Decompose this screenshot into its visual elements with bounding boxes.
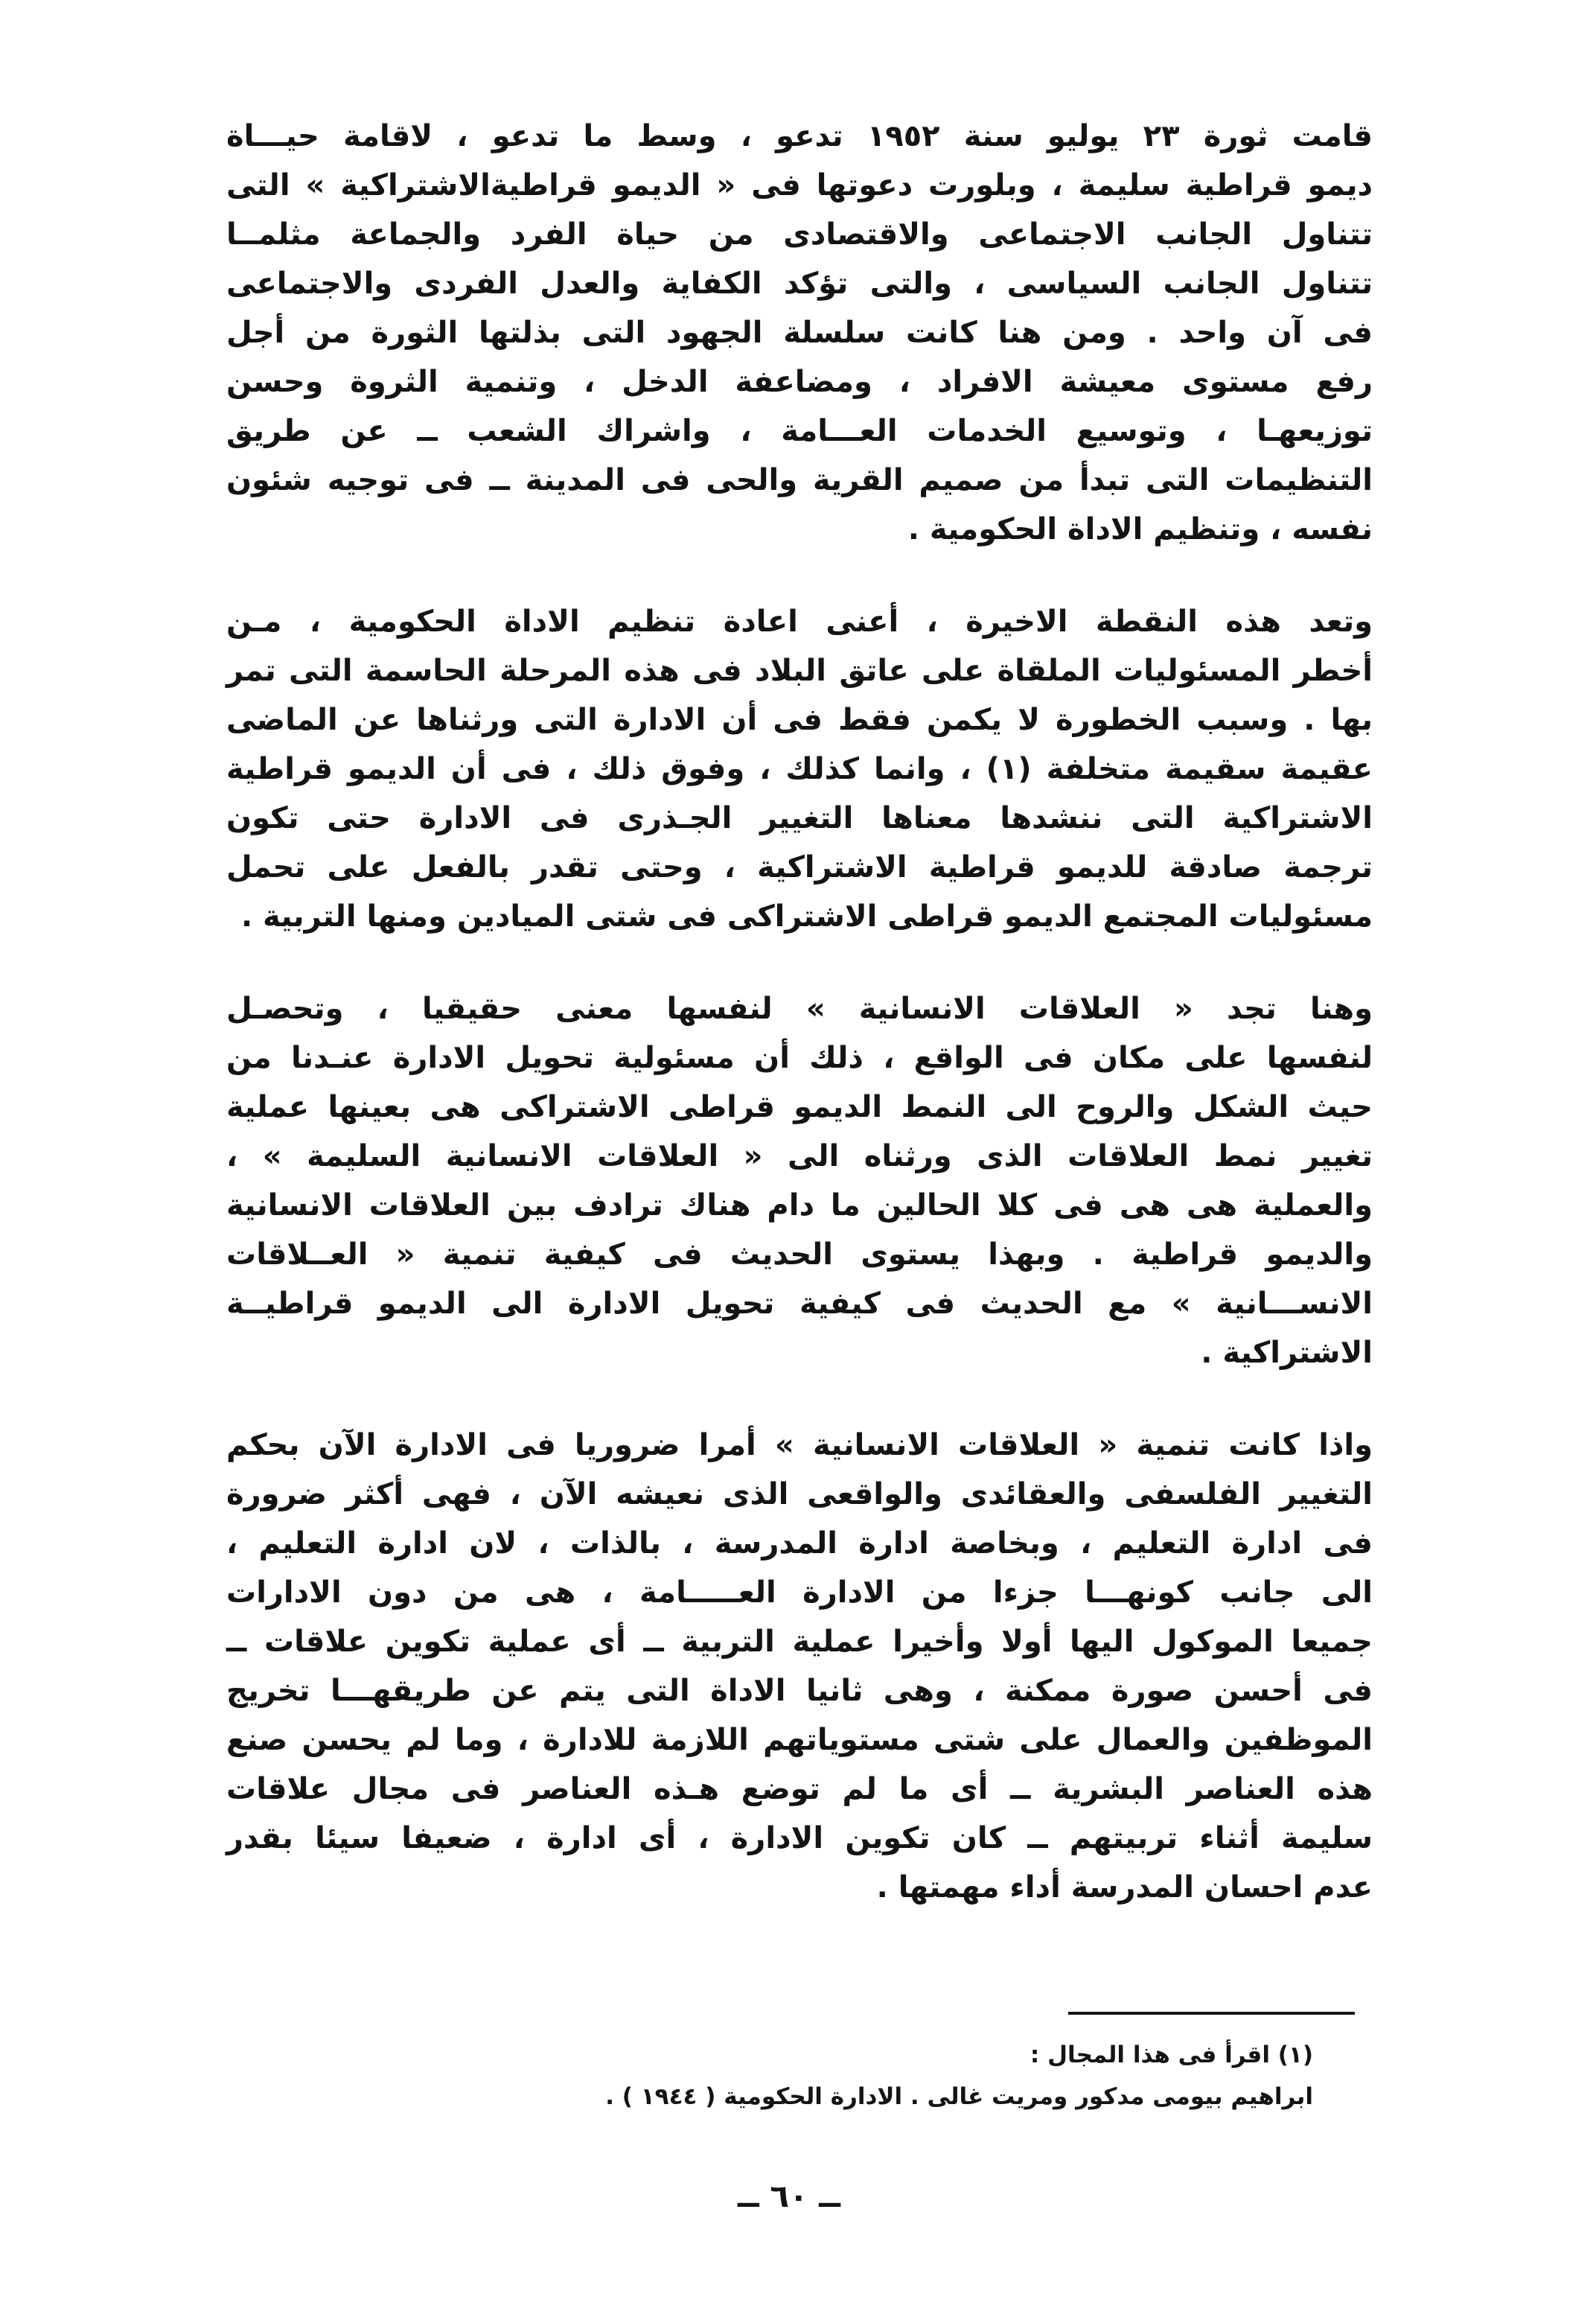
paragraph-line: والعملية هى هى فى كلا الحالين ما دام هناك ترادف بين العلاقات الانسانية [226, 1188, 1373, 1223]
footnotes [271, 2034, 1313, 2117]
paragraph-line: الانســـانية » مع الحديث فى كيفية تحويل الادارة الى الديمو قراطيــة [226, 1287, 1373, 1321]
paragraph-line: بها . وسبب الخطورة لا يكمن فقط فى أن الادارة التى ورثناها عن الماضى [226, 703, 1373, 737]
paragraph-line: توزيعهـا ، وتوسيع الخدمات العـــامة ، واشراك الشعب ــ عن طريق [226, 414, 1373, 448]
paragraph-line: فى أحسن صورة ممكنة ، وهى ثانيا الاداة التى يتم عن طريقهـــا تخريج [226, 1674, 1373, 1708]
paragraph-3 [226, 984, 1373, 1377]
paragraph-line: ديمو قراطية سليمة ، وبلورت دعوتها فى « الديمو قراطيةالاشتراكية » التى [226, 168, 1373, 203]
paragraph-line: حيث الشكل والروح الى النمط الديمو قراطى الاشتراكى هى بعينها عملية [226, 1090, 1373, 1124]
paragraph-line: لنفسها على مكان فى الواقع ، ذلك أن مسئولية تحويل الادارة عنـدنا من [226, 1041, 1373, 1075]
paragraph-line: تغيير نمط العلاقات الذى ورثناه الى « العلاقات الانسانية السليمة » ، [226, 1139, 1373, 1173]
paragraph-line: الى جانب كونهـــا جزءا من الادارة العـــــامة ، هى من دون الادارات [226, 1575, 1373, 1610]
paragraph-4 [226, 1421, 1373, 1912]
paragraph-line: ترجمة صادقة للديمو قراطية الاشتراكية ، وحتى تقدر بالفعل على تحمل [226, 850, 1373, 885]
paragraph-1 [226, 112, 1373, 554]
paragraph-line: وهنا تجد « العلاقات الانسانية » لنفسها معنى حقيقيا ، وتحصـل [226, 992, 1373, 1026]
paragraph-line: مسئوليات المجتمع الديمو قراطى الاشتراكى فى شتى الميادين ومنها التربية . [240, 899, 1373, 934]
paragraph-line: رفع مستوى معيشة الافراد ، ومضاعفة الدخل ، وتنمية الثروة وحسن [226, 365, 1373, 399]
paragraph-line: واذا كانت تنمية « العلاقات الانسانية » أمرا ضروريا فى الادارة الآن بحكم [226, 1428, 1373, 1462]
paragraph-line: التغيير الفلسفى والعقائدى والواقعى الذى نعيشه الآن ، فهى أكثر ضرورة [226, 1477, 1373, 1511]
paragraph-line: عقيمة سقيمة متخلفة (١) ، وانما كذلك ، وفوق ذلك ، فى أن الديمو قراطية [226, 752, 1373, 786]
paragraph-line: فى ادارة التعليم ، وبخاصة ادارة المدرسة ، بالذات ، لان ادارة التعليم ، [226, 1526, 1373, 1561]
paragraph-line: الموظفين والعمال على شتى مستوياتهم اللازمة للادارة ، وما لم يحسن صنع [226, 1723, 1373, 1757]
page-number: ــ ٦٠ ــ [738, 2178, 840, 2214]
paragraph-line: جميعا الموكول اليها أولا وأخيرا عملية التربية ــ أى عملية تكوين علاقات ــ [226, 1625, 1373, 1659]
paragraph-line: الاشتراكية . [1201, 1336, 1373, 1370]
footnote-line: ابراهيم بيومى مدكور ومريت غالى . الادارة الحكومية ( ١٩٤٤ ) . [605, 2083, 1313, 2110]
paragraph-line: هذه العناصر البشرية ــ أى ما لم توضع هـذه العناصر فى مجال علاقات [226, 1772, 1373, 1806]
paragraph-line: أخطر المسئوليات الملقاة على عاتق البلاد فى هذه المرحلة الحاسمة التى تمر [226, 654, 1373, 688]
paragraph-line: تتناول الجانب الاجتماعى والاقتصادى من حياة الفرد والجماعة مثلمــا [226, 217, 1373, 252]
footnote-separator [1068, 2012, 1355, 2015]
paragraph-line: قامت ثورة ٢٣ يوليو سنة ١٩٥٢ تدعو ، وسط ما تدعو ، لاقامة حيـــاة [226, 119, 1373, 153]
paragraph-line: سليمة أثناء تربيتهم ــ كان تكوين الادارة ، أى ادارة ، ضعيفا سيئا بقدر [226, 1821, 1373, 1855]
footnote-line: (١) اقرأ فى هذا المجال : [1030, 2042, 1313, 2068]
paragraph-line: والديمو قراطية . وبهذا يستوى الحديث فى كيفية تنمية « العــلاقات [226, 1237, 1373, 1272]
paragraph-2 [226, 597, 1373, 941]
paragraph-line: فى آن واحد . ومن هنا كانت سلسلة الجهود التى بذلتها الثورة من أجل [226, 316, 1373, 350]
paragraph-line: وتعد هذه النقطة الاخيرة ، أعنى اعادة تنظيم الاداة الحكومية ، مـن [226, 605, 1373, 639]
paragraph-line: التنظيمات التى تبدأ من صميم القرية والحى فى المدينة ــ فى توجيه شئون [226, 463, 1373, 497]
paragraph-line: الاشتراكية التى ننشدها معناها التغيير الجـذرى فى الادارة حتى تكون [226, 801, 1373, 835]
paragraph-line: تتناول الجانب السياسى ، والتى تؤكد الكفاية والعدل الفردى والاجتماعى [226, 267, 1373, 301]
paragraph-line: عدم احسان المدرسة أداء مهمتها . [876, 1870, 1373, 1905]
paragraph-line: نفسه ، وتنظيم الاداة الحكومية . [907, 512, 1373, 546]
body-text [226, 112, 1373, 1955]
